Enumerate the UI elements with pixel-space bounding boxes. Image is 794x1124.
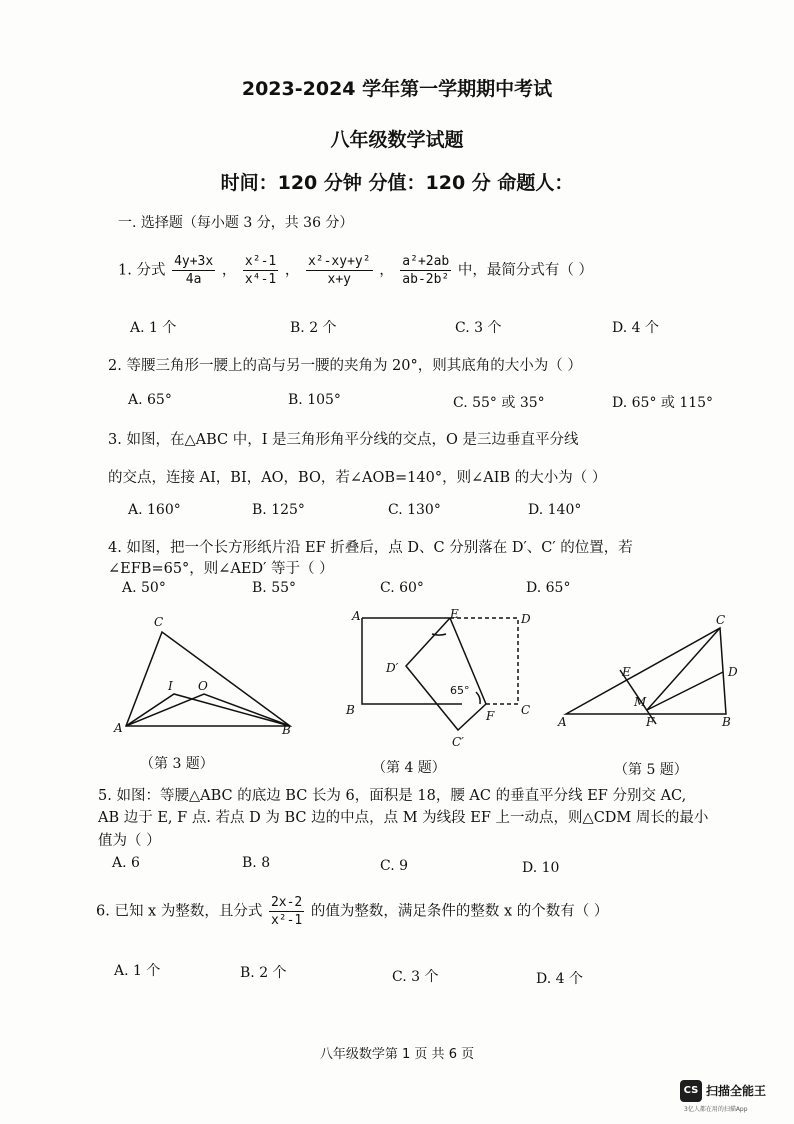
q1-fraction-2 (243, 254, 278, 287)
q1-option-b: B. 2 个 (290, 320, 337, 336)
q1-option-c: C. 3 个 (455, 320, 502, 336)
q1-tail: 中，最简分式有（ ） (457, 262, 593, 279)
angle-arc-f (476, 692, 480, 704)
question-4-line-2: ∠EFB=65°，则∠AED′ 等于（ ） (108, 561, 334, 577)
section-heading: 一. 选择题（每小题 3 分，共 36 分） (118, 215, 354, 231)
q6-lead: 6. 已知 x 为整数，且分式 (96, 903, 263, 920)
fig4-label-d-prime: D′ (386, 661, 399, 675)
q5-option-b: B. 8 (242, 855, 271, 871)
fig3-label-b: B (282, 723, 291, 737)
fraction-denominator: ab-2b² (402, 272, 450, 287)
fig3-label-c: C (154, 615, 164, 629)
separator: ， (221, 262, 237, 279)
q2-option-d: D. 65° 或 115° (612, 395, 714, 411)
question-3-line-2: 的交点，连接 AI，BI，AO，BO，若∠AOB=140°，则∠AIB 的大小为（ ） (108, 470, 607, 486)
fig4-label-c-prime: C′ (452, 735, 464, 749)
scanner-watermark (680, 1078, 784, 1114)
fraction-denominator: x²-1 (270, 913, 303, 928)
scanner-tagline: 3亿人都在用的扫描App (684, 1106, 748, 1113)
rectangle-left-part (362, 618, 462, 704)
fraction-numerator: 4y+3x (174, 254, 214, 269)
figure-3-caption: （第 3 题） (140, 756, 214, 772)
q4-option-b: B. 55° (252, 580, 297, 596)
fig5-label-d: D (728, 665, 738, 679)
fraction-denominator: x⁴-1 (244, 272, 277, 287)
q2-option-c: C. 55° 或 35° (453, 395, 545, 411)
figure-5 (556, 614, 746, 734)
fig5-label-f: F (646, 715, 655, 729)
angle-arc-e (432, 634, 446, 635)
fig4-label-e: E (450, 607, 459, 621)
triangle-abc (126, 632, 290, 726)
q1-option-d: D. 4 个 (612, 320, 659, 336)
question-5-line-2: AB 边于 E, F 点. 若点 D 为 BC 边的中点，点 M 为线段 EF 上一动点，则△CDM 周长的最小 (98, 810, 709, 826)
question-2: 2. 等腰三角形一腰上的高与另一腰的夹角为 20°，则其底角的大小为（ ） (108, 358, 582, 374)
fig5-label-c: C (716, 614, 726, 627)
figure-5-caption: （第 5 题） (614, 762, 688, 778)
fig3-label-a: A (114, 721, 123, 735)
fraction-numerator: x²-xy+y² (307, 254, 371, 269)
separator: ， (379, 262, 394, 279)
q5-option-c: C. 9 (380, 858, 409, 874)
fig3-label-o: O (198, 679, 208, 693)
fig4-label-a: A (352, 609, 361, 623)
q3-option-b: B. 125° (252, 502, 305, 518)
q1-option-a: A. 1 个 (130, 320, 177, 336)
separator: ， (284, 262, 300, 279)
question-4-line-1: 4. 如图，把一个长方形纸片沿 EF 折叠后，点 D、C 分别落在 D′、C′ 的位置，若 (108, 540, 633, 556)
figure-4 (340, 606, 540, 751)
fig5-label-b: B (722, 715, 731, 729)
q1-fraction-4 (400, 254, 451, 287)
page-footer: 八年级数学第 1 页 共 6 页 (319, 1047, 475, 1062)
lines-ai-bi (126, 694, 290, 726)
fig5-label-m: M (634, 695, 647, 709)
fraction-denominator: x+y (327, 272, 351, 287)
fig5-label-e: E (622, 665, 631, 679)
q2-option-b: B. 105° (288, 392, 341, 408)
fig3-label-i: I (168, 679, 173, 693)
question-1 (118, 254, 593, 287)
fraction-numerator: x²-1 (244, 254, 277, 269)
exam-meta: 时间：120 分钟 分值：120 分 命题人： (220, 172, 574, 194)
question-6 (96, 895, 608, 928)
fraction-numerator: 2x-2 (270, 895, 303, 910)
scanner-app-name: 扫描全能王 (706, 1084, 767, 1098)
exam-subtitle: 八年级数学试题 (330, 129, 464, 151)
q2-option-a: A. 65° (128, 392, 172, 408)
q6-option-c: C. 3 个 (392, 969, 439, 985)
q4-option-a: A. 50° (122, 580, 166, 596)
q1-fraction-3 (306, 254, 373, 287)
scanner-logo-icon: CS (680, 1080, 702, 1102)
q5-option-d: D. 10 (522, 860, 560, 876)
q4-option-d: D. 65° (526, 580, 571, 596)
q6-option-a: A. 1 个 (114, 963, 161, 979)
question-5-line-3: 值为（ ） (98, 833, 161, 849)
q3-option-c: C. 130° (388, 502, 441, 518)
exam-title: 2023-2024 学年第一学期期中考试 (241, 78, 553, 100)
q6-option-d: D. 4 个 (536, 971, 583, 987)
fraction-denominator: 4a (185, 272, 202, 287)
q3-option-d: D. 140° (528, 502, 582, 518)
figure-4-caption: （第 4 题） (372, 760, 446, 776)
fig5-label-a: A (558, 715, 567, 729)
lines-mc-md (647, 628, 723, 710)
fig4-label-d: D (521, 612, 531, 626)
q5-option-a: A. 6 (112, 855, 140, 871)
q6-fraction (269, 895, 304, 928)
question-5-line-1: 5. 如图：等腰△ABC 的底边 BC 长为 6，面积是 18，腰 AC 的垂直平分线 EF 分别交 AC, (98, 788, 687, 804)
fraction-numerator: a²+2ab (402, 254, 450, 269)
q4-option-c: C. 60° (380, 580, 424, 596)
fig4-label-f: F (486, 709, 495, 723)
fig4-angle-label: 65° (450, 684, 470, 697)
figure-3 (112, 608, 302, 738)
fig4-label-c: C (521, 703, 531, 717)
q1-lead: 1. 分式 (118, 262, 166, 279)
q1-fraction-1 (172, 254, 215, 287)
q6-option-b: B. 2 个 (240, 965, 287, 981)
q3-option-a: A. 160° (128, 502, 181, 518)
fig4-label-b: B (346, 703, 355, 717)
q6-tail: 的值为整数，满足条件的整数 x 的个数有（ ） (310, 903, 609, 920)
question-3-line-1: 3. 如图，在△ABC 中，I 是三角形角平分线的交点，O 是三边垂直平分线 (108, 432, 579, 448)
